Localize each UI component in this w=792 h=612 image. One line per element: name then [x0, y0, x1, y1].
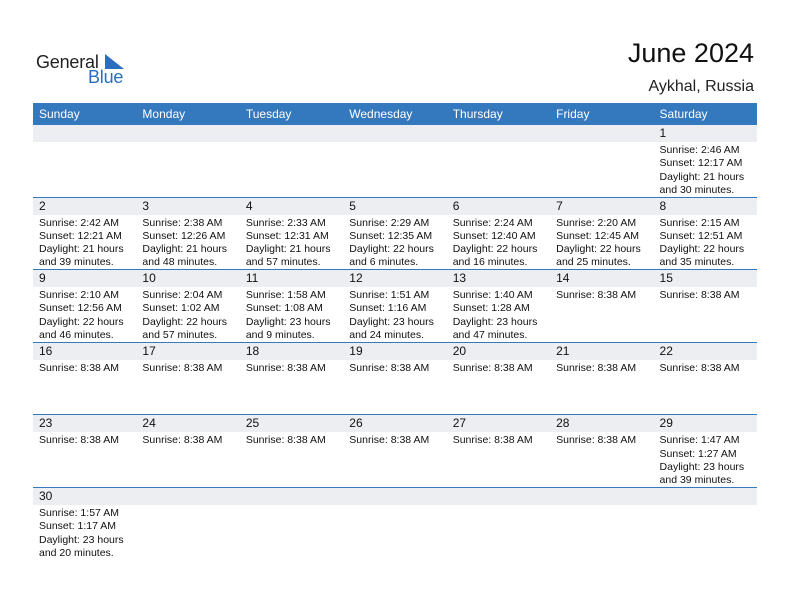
day-cell [136, 488, 239, 561]
day-sun-info [550, 360, 653, 375]
generalblue-logo [36, 52, 136, 92]
day-cell [550, 488, 653, 561]
calendar-week [33, 125, 757, 198]
day-cell [240, 488, 343, 561]
day-number-bar [447, 198, 550, 215]
sun-info-line: and 39 minutes. [39, 256, 114, 269]
day-cell [447, 343, 550, 415]
sun-info-line: Daylight: 23 hours [659, 460, 745, 473]
day-cell [136, 270, 239, 342]
day-number: 28 [556, 416, 570, 431]
sun-info-line: and 9 minutes. [245, 329, 315, 342]
sun-info-line: Sunrise: 2:46 AM [659, 144, 740, 156]
day-number: 23 [39, 416, 53, 431]
sun-info-line: Sunrise: 8:38 AM [39, 361, 119, 374]
day-sun-info [550, 505, 653, 507]
day-sun-info [33, 432, 136, 447]
day-sun-info [550, 215, 653, 270]
day-sun-info [447, 215, 550, 270]
day-cell [447, 198, 550, 270]
day-sun-info [550, 287, 653, 302]
sun-info-line: Sunrise: 8:38 AM [349, 361, 430, 374]
day-number-bar [136, 488, 239, 505]
day-number-bar [343, 198, 446, 215]
day-cell [447, 415, 550, 487]
sun-info-line: Sunrise: 2:10 AM [39, 289, 119, 302]
sun-info-line: and 57 minutes. [142, 329, 218, 342]
sun-info-line: Sunrise: 8:38 AM [452, 434, 533, 447]
sun-info-line: and 48 minutes. [142, 256, 218, 269]
day-number-bar [550, 125, 653, 142]
day-cell [343, 125, 446, 197]
calendar-week [33, 415, 757, 488]
day-cell [654, 125, 757, 197]
day-cell [654, 488, 757, 561]
day-number: 19 [349, 343, 363, 358]
day-cell [447, 270, 550, 342]
sun-info-line: Sunrise: 2:29 AM [349, 216, 430, 229]
day-sun-info [136, 505, 239, 507]
sun-info-line: Sunset: 12:40 AM [452, 229, 536, 242]
day-number-bar [33, 125, 136, 142]
day-number: 13 [452, 271, 467, 286]
day-number: 1 [659, 126, 667, 140]
day-cell [240, 415, 343, 487]
sun-info-line: and 57 minutes. [245, 256, 321, 269]
sun-info-line: Sunrise: 2:04 AM [142, 289, 223, 302]
day-sun-info [240, 432, 343, 447]
day-number: 29 [659, 416, 673, 431]
day-number-bar [33, 198, 136, 215]
sun-info-line: Sunrise: 8:38 AM [245, 434, 326, 447]
sun-info-line: Sunrise: 1:57 AM [39, 506, 119, 519]
day-sun-info [343, 360, 446, 375]
sun-info-line: and 25 minutes. [556, 256, 631, 269]
weekday-thursday: Thursday [452, 107, 503, 121]
day-sun-info [240, 505, 343, 507]
day-cell [240, 198, 343, 270]
sun-info-line: Daylight: 21 hours [39, 243, 124, 256]
day-sun-info [654, 215, 757, 270]
day-sun-info [240, 142, 343, 144]
day-cell [654, 415, 757, 487]
day-sun-info [240, 287, 343, 342]
day-sun-info [136, 215, 239, 270]
day-sun-info [654, 142, 757, 197]
sun-info-line: Sunrise: 1:47 AM [659, 434, 740, 447]
day-sun-info [343, 505, 446, 507]
day-number: 26 [349, 416, 363, 431]
day-cell [550, 198, 653, 270]
sun-info-line: Daylight: 21 hours [142, 243, 228, 256]
day-sun-info [136, 432, 239, 447]
day-cell [343, 343, 446, 415]
day-number: 25 [245, 416, 260, 431]
sun-info-line: Sunrise: 8:38 AM [142, 361, 223, 374]
sun-info-line: Sunrise: 8:38 AM [452, 361, 533, 374]
sun-info-line: Sunset: 12:31 AM [245, 229, 329, 242]
day-sun-info [240, 360, 343, 375]
calendar-week [33, 343, 757, 416]
day-number-bar [240, 488, 343, 505]
sun-info-line: Sunset: 12:56 AM [39, 302, 122, 315]
sun-info-line: Sunrise: 2:20 AM [556, 216, 637, 229]
weeks-container [33, 125, 757, 561]
day-number-bar [343, 488, 446, 505]
calendar-week [33, 270, 757, 343]
sun-info-line: Sunset: 12:26 AM [142, 229, 226, 242]
day-cell [136, 125, 239, 197]
day-number-bar [240, 198, 343, 215]
sun-info-line: Sunrise: 2:33 AM [245, 216, 326, 229]
day-number: 20 [452, 343, 467, 358]
day-sun-info [343, 287, 446, 342]
day-sun-info [654, 505, 757, 507]
weekday-wednesday: Wednesday [349, 107, 413, 121]
day-sun-info [33, 287, 136, 342]
day-sun-info [654, 360, 757, 375]
day-number-bar [136, 198, 239, 215]
calendar-week [33, 198, 757, 271]
sun-info-line: and 6 minutes. [349, 256, 419, 269]
day-cell [240, 270, 343, 342]
sun-info-line: Daylight: 22 hours [556, 243, 641, 256]
sun-info-line: Sunset: 1:28 AM [452, 302, 530, 315]
sun-info-line: Sunrise: 8:38 AM [556, 434, 637, 447]
day-sun-info [447, 432, 550, 447]
day-cell [343, 270, 446, 342]
weekday-sunday: Sunday [39, 107, 80, 121]
sun-info-line: Sunset: 12:17 AM [659, 157, 743, 170]
sun-info-line: Sunrise: 2:42 AM [39, 216, 119, 229]
sun-info-line: Sunrise: 8:38 AM [39, 434, 119, 447]
sun-info-line: Sunset: 1:08 AM [245, 302, 323, 315]
calendar-week [33, 488, 757, 561]
day-sun-info [550, 432, 653, 447]
sun-info-line: and 24 minutes. [349, 329, 424, 342]
day-cell [33, 125, 136, 197]
calendar-title: June 2024 [627, 38, 754, 68]
sun-info-line: Sunset: 1:27 AM [659, 447, 737, 460]
sun-info-line: Daylight: 23 hours [349, 315, 434, 328]
day-number-bar [654, 125, 757, 142]
day-number-bar [343, 125, 446, 142]
day-number: 7 [556, 198, 563, 213]
day-sun-info [654, 287, 757, 302]
weekday-friday: Friday [556, 107, 590, 121]
sun-info-line: and 30 minutes. [659, 183, 735, 196]
day-number-bar [447, 488, 550, 505]
day-number: 24 [142, 416, 156, 431]
day-number: 11 [245, 271, 259, 286]
day-sun-info [447, 287, 550, 342]
day-sun-info [33, 142, 136, 144]
day-number: 2 [39, 198, 46, 213]
day-number-bar [136, 125, 239, 142]
day-sun-info [447, 505, 550, 507]
day-sun-info [33, 505, 136, 560]
sun-info-line: Daylight: 22 hours [142, 315, 228, 328]
day-cell [240, 125, 343, 197]
day-cell [33, 343, 136, 415]
day-cell [654, 198, 757, 270]
day-number-bar [654, 488, 757, 505]
day-number-bar [33, 270, 136, 287]
sun-info-line: Daylight: 22 hours [452, 243, 538, 256]
weekday-monday: Monday [142, 107, 186, 121]
day-cell [447, 125, 550, 197]
sun-info-line: Sunrise: 8:38 AM [349, 434, 430, 447]
day-cell [654, 343, 757, 415]
day-number-bar [550, 198, 653, 215]
sun-info-line: Daylight: 22 hours [659, 243, 745, 256]
sun-info-line: and 47 minutes. [452, 329, 528, 342]
day-number: 17 [142, 343, 156, 358]
day-number: 27 [452, 416, 467, 431]
day-cell [136, 343, 239, 415]
sun-info-line: and 20 minutes. [39, 546, 114, 559]
day-number-bar [654, 198, 757, 215]
sun-info-line: Daylight: 23 hours [452, 315, 538, 328]
logo-text-blue: Blue [88, 67, 124, 87]
sun-info-line: and 39 minutes. [659, 474, 735, 487]
sun-info-line: Sunrise: 1:58 AM [245, 289, 326, 302]
weekday-tuesday: Tuesday [245, 107, 292, 121]
day-number: 9 [39, 271, 46, 286]
sun-info-line: Sunrise: 2:38 AM [142, 216, 223, 229]
calendar-location: Aykhal, Russia [648, 78, 754, 95]
day-sun-info [136, 287, 239, 342]
day-number: 15 [659, 271, 673, 286]
day-cell [240, 343, 343, 415]
day-number: 12 [349, 271, 363, 286]
day-sun-info [343, 142, 446, 144]
day-number: 3 [142, 198, 150, 213]
sun-info-line: Sunset: 1:02 AM [142, 302, 220, 315]
weekday-saturday: Saturday [659, 107, 708, 121]
sun-info-line: Sunrise: 2:15 AM [659, 216, 740, 229]
day-number-bar [447, 125, 550, 142]
day-number: 14 [556, 271, 570, 286]
day-number: 22 [659, 343, 673, 358]
day-number: 8 [659, 198, 667, 213]
day-number: 30 [39, 488, 53, 503]
day-sun-info [343, 432, 446, 447]
sun-info-line: Daylight: 22 hours [349, 243, 434, 256]
day-number: 10 [142, 271, 156, 286]
day-sun-info [33, 215, 136, 270]
sun-info-line: Sunrise: 8:38 AM [245, 361, 326, 374]
day-sun-info [447, 360, 550, 375]
sun-info-line: Sunrise: 1:40 AM [452, 289, 533, 302]
day-cell [33, 488, 136, 561]
day-sun-info [240, 215, 343, 270]
day-number: 6 [452, 198, 460, 213]
day-cell [136, 415, 239, 487]
sun-info-line: Sunset: 12:45 AM [556, 229, 639, 242]
day-number: 5 [349, 198, 356, 213]
day-number: 21 [556, 343, 570, 358]
sun-info-line: Sunrise: 1:51 AM [349, 289, 430, 302]
day-cell [447, 488, 550, 561]
day-cell [343, 488, 446, 561]
day-cell [550, 415, 653, 487]
sun-info-line: Daylight: 22 hours [39, 315, 124, 328]
day-number: 18 [245, 343, 260, 358]
sun-info-line: and 35 minutes. [659, 256, 735, 269]
sun-info-line: Sunrise: 8:38 AM [659, 361, 740, 374]
day-cell [654, 270, 757, 342]
day-cell [33, 198, 136, 270]
sun-info-line: Sunset: 12:21 AM [39, 229, 122, 242]
day-number-bar [550, 488, 653, 505]
day-cell [550, 125, 653, 197]
day-cell [136, 198, 239, 270]
calendar-grid [33, 103, 757, 561]
day-cell [33, 270, 136, 342]
day-cell [550, 270, 653, 342]
sun-info-line: Daylight: 23 hours [245, 315, 331, 328]
sun-info-line: Sunset: 12:35 AM [349, 229, 433, 242]
day-number-bar [240, 125, 343, 142]
sun-info-line: and 46 minutes. [39, 329, 114, 342]
sun-info-line: Daylight: 23 hours [39, 533, 124, 546]
weekday-header [33, 103, 757, 125]
day-cell [33, 415, 136, 487]
sun-info-line: Daylight: 21 hours [245, 243, 331, 256]
day-sun-info [550, 142, 653, 144]
sun-info-line: Sunset: 1:16 AM [349, 302, 427, 315]
day-sun-info [654, 432, 757, 487]
sun-info-line: Sunset: 1:17 AM [39, 520, 117, 533]
sun-info-line: Sunrise: 2:24 AM [452, 216, 533, 229]
day-cell [343, 198, 446, 270]
sun-info-line: and 16 minutes. [452, 256, 528, 269]
day-number: 4 [245, 198, 253, 213]
day-sun-info [343, 215, 446, 270]
sun-info-line: Daylight: 21 hours [659, 170, 745, 183]
day-sun-info [136, 360, 239, 375]
day-cell [550, 343, 653, 415]
day-cell [343, 415, 446, 487]
day-sun-info [136, 142, 239, 144]
sun-info-line: Sunrise: 8:38 AM [142, 434, 223, 447]
sun-info-line: Sunset: 12:51 AM [659, 229, 743, 242]
sun-info-line: Sunrise: 8:38 AM [556, 361, 637, 374]
day-sun-info [447, 142, 550, 144]
day-sun-info [33, 360, 136, 375]
sun-info-line: Sunrise: 8:38 AM [556, 289, 637, 302]
sun-info-line: Sunrise: 8:38 AM [659, 289, 740, 302]
logo-text-general: General [36, 52, 99, 72]
day-number: 16 [39, 343, 53, 358]
